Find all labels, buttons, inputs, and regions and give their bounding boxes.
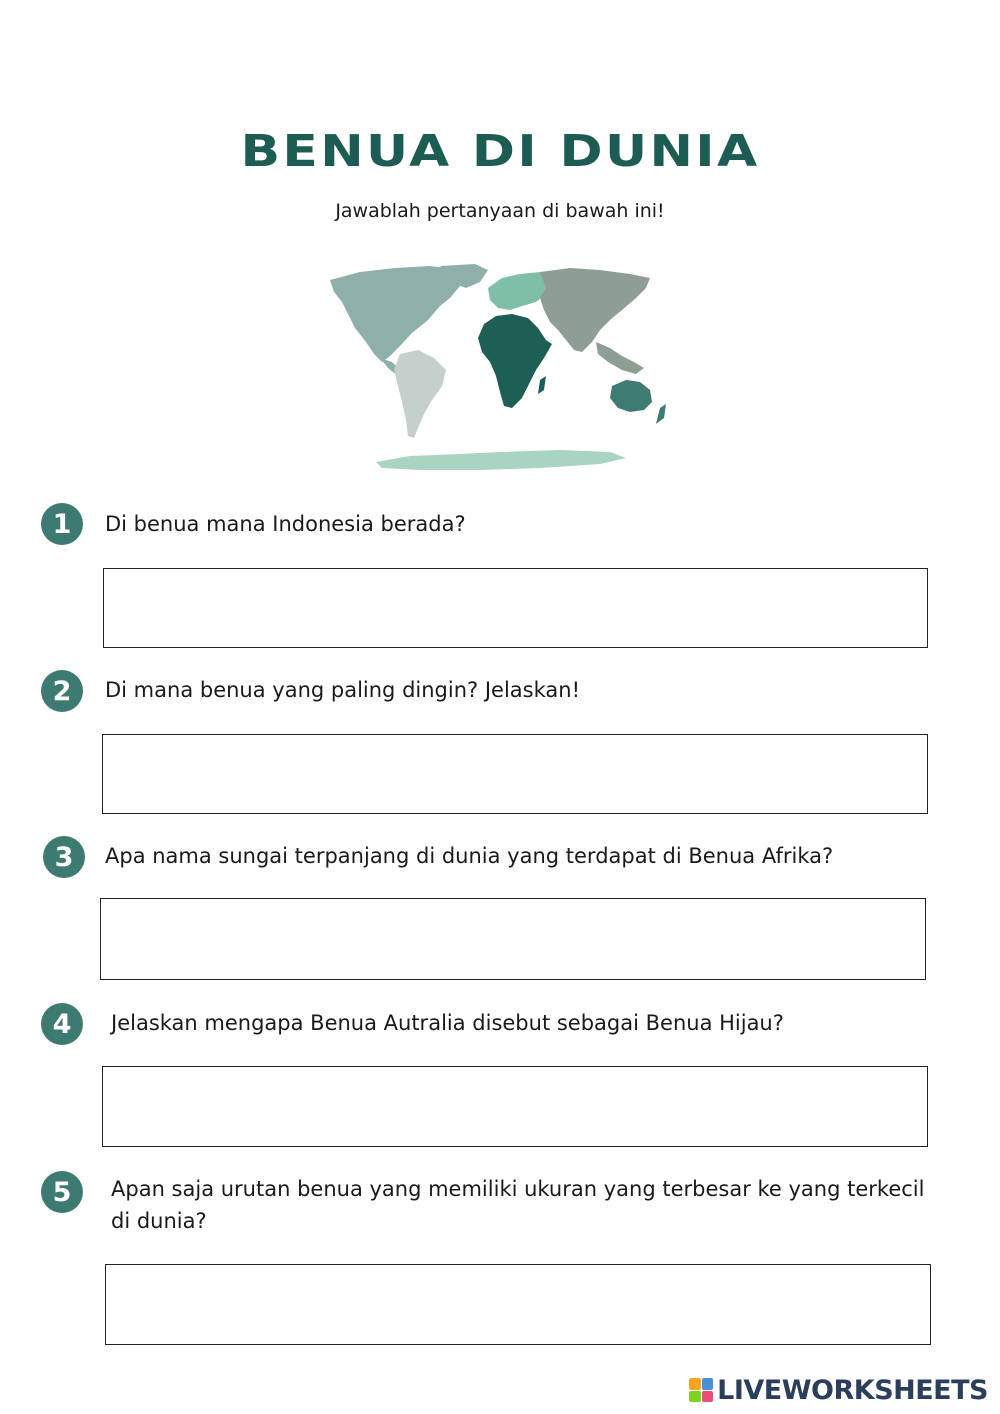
liveworksheets-brand — [689, 1374, 988, 1406]
liveworksheets-logo-icon — [689, 1378, 713, 1402]
world-map-icon — [300, 258, 700, 478]
asia-shape — [540, 268, 650, 352]
question-2-number-badge: 2 — [41, 670, 83, 712]
africa-shape — [478, 314, 552, 408]
question-1-text: Di benua mana Indonesia berada? — [105, 512, 466, 536]
question-3-number-badge: 3 — [43, 836, 85, 878]
europe-shape — [488, 272, 548, 310]
question-2-text: Di mana benua yang paling dingin? Jelaskan! — [105, 678, 580, 702]
question-1-number-badge: 1 — [41, 503, 83, 545]
brand-name: LIVEWORKSHEETS — [717, 1374, 988, 1406]
answer-box-4[interactable] — [102, 1066, 928, 1147]
question-4-number-badge: 4 — [41, 1003, 83, 1045]
page-title: BENUA DI DUNIA — [240, 126, 760, 177]
southeast-asia-shape — [596, 342, 644, 374]
answer-box-2[interactable] — [102, 734, 928, 814]
question-5-text: Apan saja urutan benua yang memiliki ukuran yang terbesar ke yang terkecil di dunia? — [111, 1177, 925, 1233]
answer-box-3[interactable] — [100, 898, 926, 980]
antarctica-shape — [376, 450, 626, 470]
question-5-number-badge: 5 — [41, 1171, 83, 1213]
new-zealand-shape — [656, 404, 666, 424]
question-3-text: Apa nama sungai terpanjang di dunia yang terdapat di Benua Afrika? — [105, 844, 834, 868]
madagascar-shape — [538, 376, 546, 394]
south-america-shape — [394, 350, 446, 438]
australia-shape — [610, 380, 652, 412]
answer-box-5[interactable] — [105, 1264, 931, 1345]
answer-box-1[interactable] — [103, 568, 928, 648]
page-subtitle: Jawablah pertanyaan di bawah ini! — [335, 200, 665, 222]
question-4-text: Jelaskan mengapa Benua Autralia disebut sebagai Benua Hijau? — [111, 1011, 784, 1035]
